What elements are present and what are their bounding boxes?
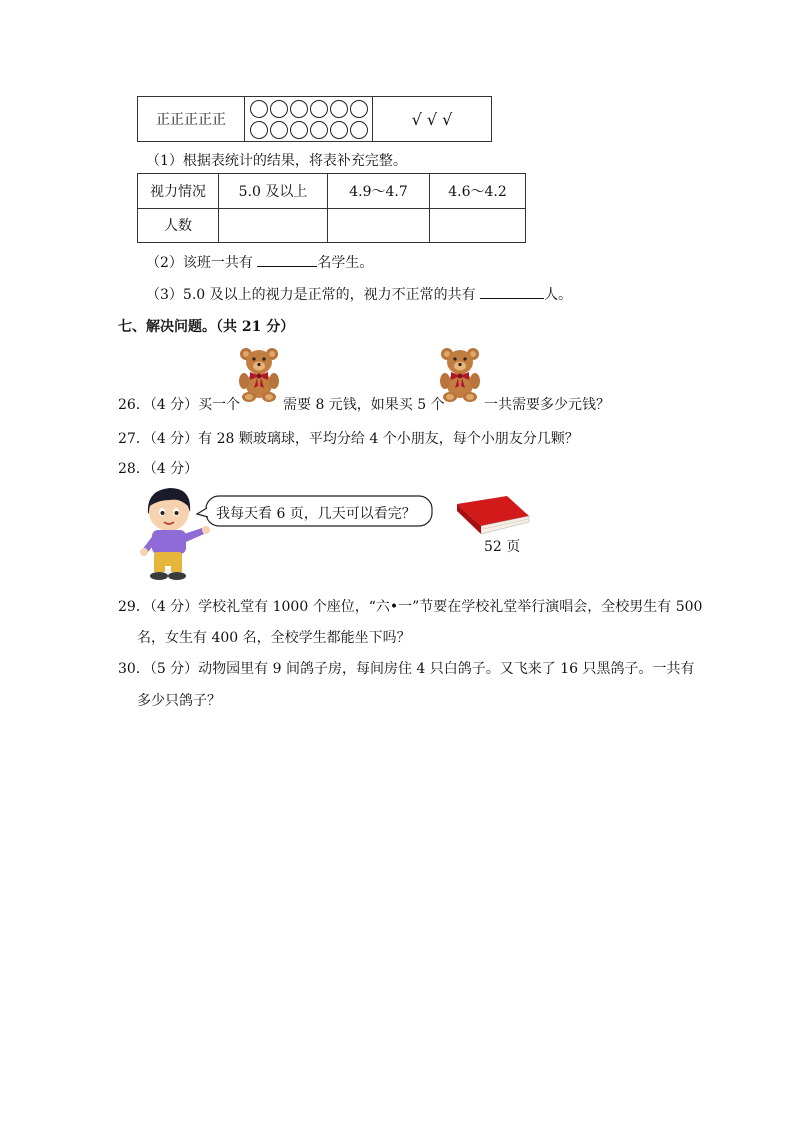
q30-line1: 30．（5 分）动物园里有 9 间鸽子房，每间房住 4 只白鸽子。又飞来了 16 只黑鸽子。一共有 xyxy=(118,661,695,677)
circles-cell xyxy=(245,97,373,142)
q26-part1: 26．（4 分）买一个 xyxy=(118,397,241,413)
q29-line1: 29．（4 分）学校礼堂有 1000 个座位，“六•一”节要在学校礼堂举行演唱会，全校男生有 500 xyxy=(118,599,703,615)
book-page-label: 52 页 xyxy=(484,539,521,555)
q25-sub3-suffix: 人。 xyxy=(544,287,573,303)
q25-sub3-prefix: （3）5.0 及以上的视力是正常的，视力不正常的共有 xyxy=(146,287,476,303)
red-book-icon xyxy=(455,494,531,536)
q25-sub3 xyxy=(146,284,572,304)
circle-mark xyxy=(270,121,288,139)
circle-mark xyxy=(310,121,328,139)
answer-cell[interactable] xyxy=(328,208,430,243)
q25-sub2-prefix: （2）该班一共有 xyxy=(146,255,253,271)
vision-table xyxy=(137,173,526,243)
circle-mark xyxy=(270,100,288,118)
answer-blank[interactable] xyxy=(257,252,317,267)
q29-line2: 名，女生有 400 名，全校学生都能坐下吗？ xyxy=(137,630,411,646)
checks-cell xyxy=(373,97,492,142)
circle-mark xyxy=(350,100,368,118)
count-row-label: 人数 xyxy=(138,208,219,243)
answer-cell[interactable] xyxy=(430,208,526,243)
circle-mark xyxy=(310,100,328,118)
circle-mark xyxy=(290,100,308,118)
q25-sub2-suffix: 名学生。 xyxy=(317,255,374,271)
q28-label: 28．（4 分） xyxy=(118,461,199,477)
vision-header-cell: 视力情况 xyxy=(138,174,219,209)
tally-marks-cell xyxy=(138,97,245,142)
vision-header-cell: 5.0 及以上 xyxy=(219,174,328,209)
q26-part2: 需要 8 元钱，如果买 5 个 xyxy=(283,397,445,413)
answer-cell[interactable] xyxy=(219,208,328,243)
q25-sub1: （1）根据表统计的结果，将表补充完整。 xyxy=(146,153,407,169)
q25-sub2 xyxy=(146,252,373,272)
answer-blank[interactable] xyxy=(480,284,544,299)
circle-mark xyxy=(350,121,368,139)
q27-text: 27．（4 分）有 28 颗玻璃球，平均分给 4 个小朋友，每个小朋友分几颗？ xyxy=(118,431,579,447)
section-7-title: 七、解决问题。（共 21 分） xyxy=(118,319,295,335)
vision-header-cell: 4.9～4.7 xyxy=(328,174,430,209)
circle-mark xyxy=(250,100,268,118)
tally-marks: 正正正正正 xyxy=(156,112,226,128)
circle-mark xyxy=(330,121,348,139)
speech-text: 我每天看 6 页，几天可以看完？ xyxy=(216,506,416,522)
circle-mark xyxy=(330,100,348,118)
teddy-bear-icon xyxy=(236,346,282,402)
tally-table xyxy=(137,96,492,142)
circle-grid xyxy=(245,100,372,139)
q26-part3: 一共需要多少元钱？ xyxy=(484,397,610,413)
circle-mark xyxy=(290,121,308,139)
circle-mark xyxy=(250,121,268,139)
q30-line2: 多少只鸽子？ xyxy=(137,693,221,709)
vision-header-cell: 4.6～4.2 xyxy=(430,174,526,209)
check-marks: √ √ √ xyxy=(411,109,453,129)
